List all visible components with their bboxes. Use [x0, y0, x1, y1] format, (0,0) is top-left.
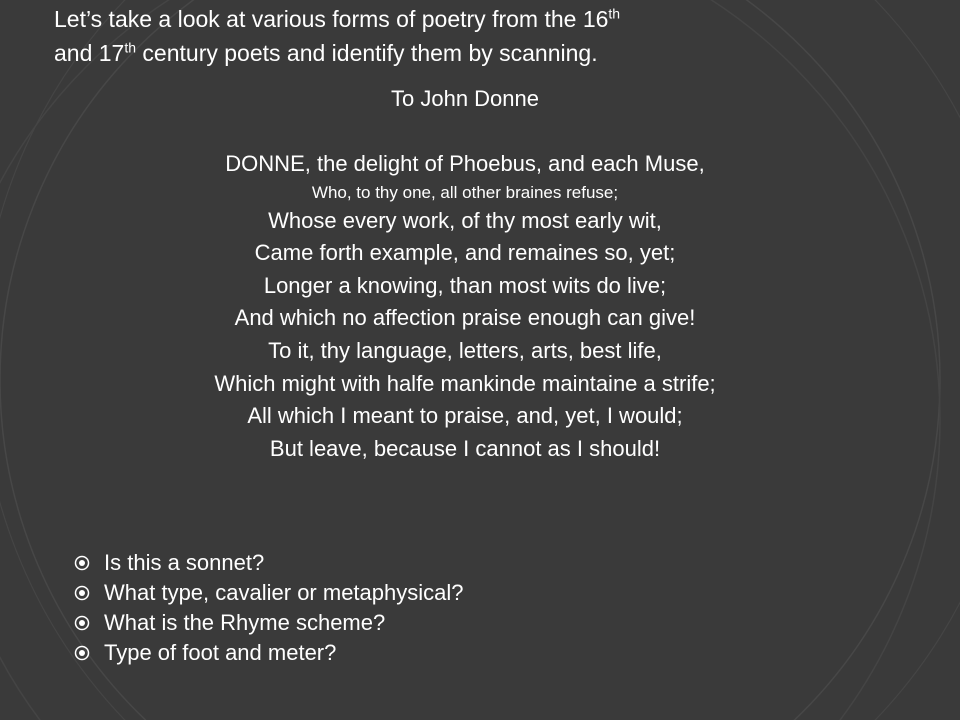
poem-line: Who, to thy one, all other braines refuse; [311, 182, 619, 202]
circle-dot-bullet-icon [74, 585, 90, 601]
list-item [74, 608, 464, 638]
question-list [74, 548, 464, 668]
poem-line: And which no affection praise enough can give! [234, 305, 696, 331]
question-text: What is the Rhyme scheme? [104, 610, 386, 635]
slide-heading [54, 2, 934, 70]
list-item [74, 548, 464, 578]
poem-line: Longer a knowing, than most wits do live; [263, 272, 667, 298]
question-text: What type, cavalier or metaphysical? [104, 580, 464, 605]
question-text: Type of foot and meter? [104, 640, 337, 665]
list-item [74, 578, 464, 608]
poem-body [0, 148, 930, 465]
heading-line-2: and 17th century poets and identify them by scanning. [54, 39, 598, 66]
poem-line: All which I meant to praise, and, yet, I would; [247, 403, 683, 429]
list-item [74, 638, 464, 668]
heading-line-1: Let’s take a look at various forms of poetry from the 16th [54, 5, 621, 32]
poem-line: To it, thy language, letters, arts, best life, [268, 337, 662, 363]
circle-dot-bullet-icon [74, 615, 90, 631]
poem-line: Came forth example, and remaines so, yet; [254, 240, 676, 266]
poem-line: Which might with halfe mankinde maintaine a strife; [214, 370, 716, 396]
circle-dot-bullet-icon [74, 555, 90, 571]
poem-line: But leave, because I cannot as I should! [269, 435, 661, 461]
poem-line: DONNE, the delight of Phoebus, and each Muse, [225, 151, 705, 176]
poem-line: Whose every work, of thy most early wit, [268, 207, 662, 233]
question-text: Is this a sonnet? [104, 550, 265, 575]
circle-dot-bullet-icon [74, 645, 90, 661]
poem-title: To John Donne [391, 86, 539, 111]
